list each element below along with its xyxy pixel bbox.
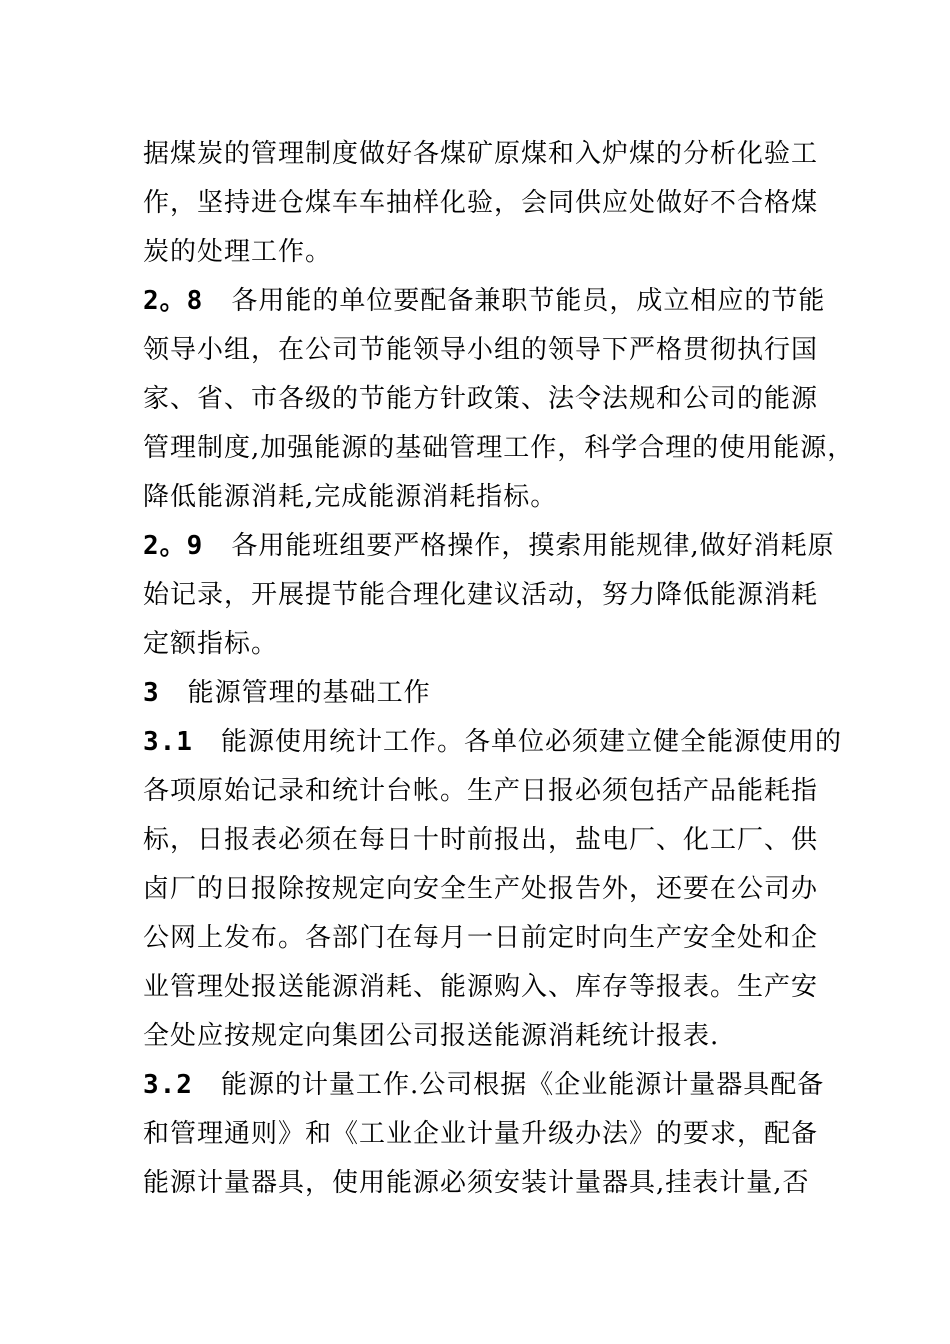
section-heading-line — [143, 669, 833, 718]
text-line — [143, 816, 833, 865]
line-text: 降低能源消耗,完成能源消耗指标。 — [143, 482, 558, 512]
document-body — [143, 130, 855, 1208]
text-line — [143, 130, 833, 179]
line-text: 定额指标。 — [143, 629, 279, 659]
line-text: 各项原始记录和统计台帐。生产日报必须包括产品能耗指 — [143, 776, 819, 806]
text-line — [143, 375, 833, 424]
line-text: 始记录，开展提节能合理化建议活动，努力降低能源消耗 — [143, 580, 819, 610]
text-line — [143, 473, 833, 522]
line-text: 领导小组，在公司节能领导小组的领导下严格贯彻执行国 — [143, 335, 819, 365]
line-text: 卤厂的日报除按规定向安全生产处报告外，还要在公司办 — [143, 874, 819, 904]
text-line — [143, 424, 855, 473]
line-text: 能源计量器具，使用能源必须安装计量器具,挂表计量,否 — [143, 1168, 810, 1198]
section-heading-line — [143, 277, 833, 326]
line-text: 据煤炭的管理制度做好各煤矿原煤和入炉煤的分析化验工 — [143, 139, 819, 169]
text-line — [143, 963, 833, 1012]
line-text: 标，日报表必须在每日十时前报出，盐电厂、化工厂、供 — [143, 825, 819, 855]
section-number: 3.2 — [143, 1070, 193, 1100]
text-line — [143, 865, 833, 914]
section-number: 3 — [143, 678, 160, 708]
line-text: 家、省、市各级的节能方针政策、法令法规和公司的能源 — [143, 384, 819, 414]
text-line — [143, 767, 833, 816]
line-text: 能源管理的基础工作 — [187, 678, 431, 708]
text-line — [143, 1012, 833, 1061]
line-text: 各用能的单位要配备兼职节能员，成立相应的节能 — [231, 286, 826, 316]
section-number: 2。9 — [143, 531, 204, 561]
line-text: 作，坚持进仓煤车车抽样化验，会同供应处做好不合格煤 — [143, 188, 819, 218]
section-number: 2。8 — [143, 286, 204, 316]
text-line — [143, 179, 833, 228]
line-text: 业管理处报送能源消耗、能源购入、库存等报表。生产安 — [143, 972, 819, 1002]
line-text: 和管理通则》和《工业企业计量升级办法》的要求，配备 — [143, 1119, 819, 1149]
line-text: 管理制度,加强能源的基础管理工作，科学合理的使用能源， — [143, 433, 855, 463]
text-line — [143, 620, 833, 669]
line-text: 能源的计量工作.公司根据《企业能源计量器具配备 — [220, 1070, 825, 1100]
text-line — [143, 228, 833, 277]
section-heading-line — [143, 1061, 833, 1110]
line-text: 各用能班组要严格操作，摸索用能规律,做好消耗原 — [231, 531, 835, 561]
line-text: 全处应按规定向集团公司报送能源消耗统计报表. — [143, 1021, 720, 1051]
text-line — [143, 1110, 833, 1159]
text-line — [143, 1159, 833, 1208]
section-number: 3.1 — [143, 727, 193, 757]
text-line — [143, 326, 833, 375]
line-text: 能源使用统计工作。各单位必须建立健全能源使用的 — [220, 727, 842, 757]
section-heading-line — [143, 718, 842, 767]
line-text: 炭的处理工作。 — [143, 237, 333, 267]
text-line — [143, 571, 833, 620]
line-text: 公网上发布。各部门在每月一日前定时向生产安全处和企 — [143, 923, 819, 953]
section-heading-line — [143, 522, 833, 571]
text-line — [143, 914, 833, 963]
